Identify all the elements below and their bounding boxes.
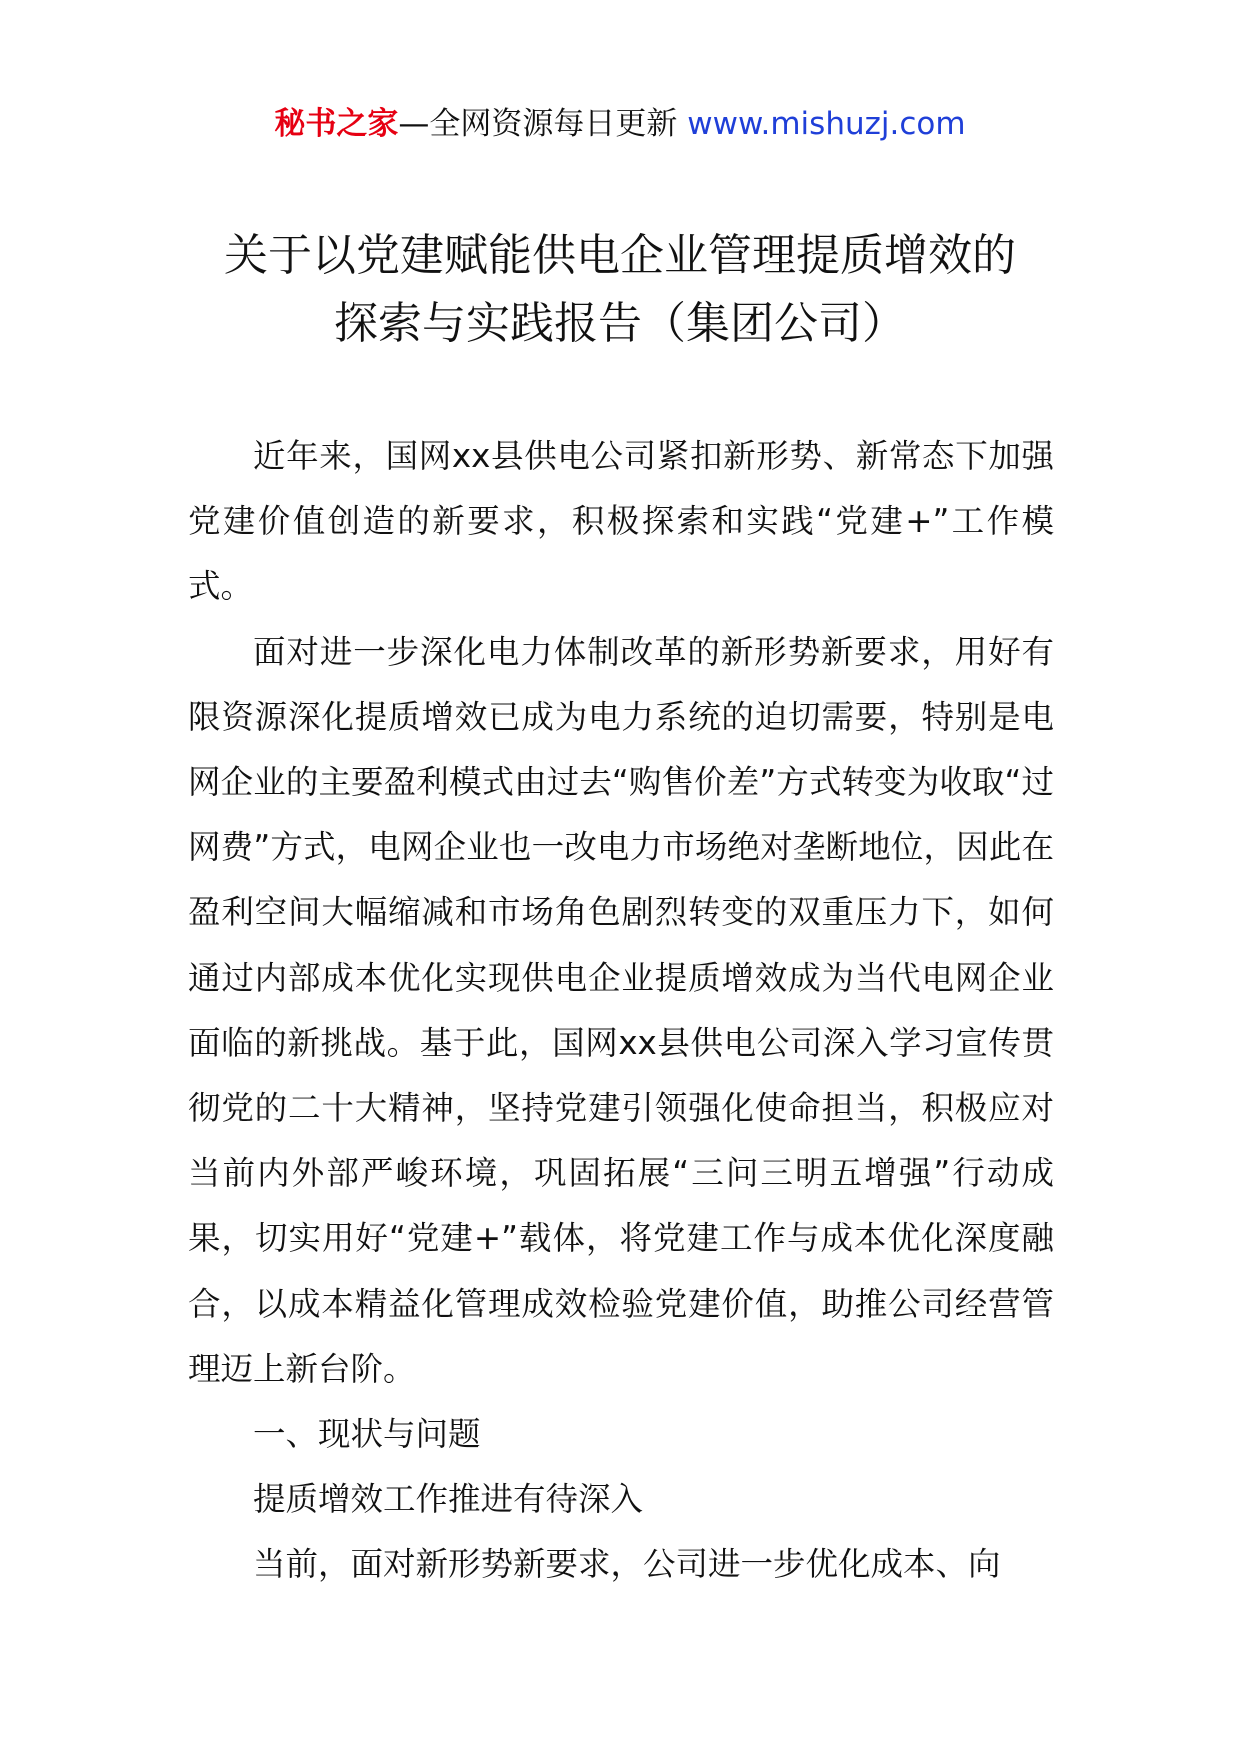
- brand-name: 秘书之家: [274, 106, 399, 142]
- site-url-link[interactable]: www.mishuzj.com: [687, 106, 966, 142]
- subsection-heading: 提质增效工作推进有待深入: [253, 1480, 644, 1519]
- document-body: [188, 424, 1054, 1598]
- header-tagline: —全网资源每日更新: [398, 106, 688, 142]
- site-header-banner: [0, 100, 1240, 148]
- paragraph-background: 面对进一步深化电力体制改革的新形势新要求，用好有限资源深化提质增效已成为电力系统的迫切需要，特别是电网企业的主要盈利模式由过去“购售价差”方式转变为收取“过网费”方式，电网企业也一改电力市场绝对垄断地位，因此在盈利空间大幅缩减和市场角色剧烈转变的双重压力下，如何通过内部成本优化实现供电企业提质增效成为当代电网企业面临的新挑战。基于此，国网xx县供电公司深入学习宣传贯彻党的二十大精神，坚持党建引领强化使命担当，积极应对当前内外部严峻环境，巩固拓展“三问三明五增强”行动成果，切实用好“党建+”载体，将党建工作与成本优化深度融合，以成本精益化管理成效检验党建价值，助推公司经营管理迈上新台阶。: [188, 632, 1054, 1388]
- section-heading: 一、现状与问题: [253, 1415, 481, 1454]
- paragraph-current-status: 当前，面对新形势新要求，公司进一步优化成本、向: [253, 1545, 1001, 1584]
- document-title: [160, 222, 1080, 358]
- document-title-line-1: 关于以党建赋能供电企业管理提质增效的: [224, 230, 1016, 281]
- paragraph-intro: 近年来，国网xx县供电公司紧扣新形势、新常态下加强党建价值创造的新要求，积极探索和实践“党建+”工作模式。: [188, 437, 1054, 606]
- document-title-line-2: 探索与实践报告（集团公司）: [334, 298, 906, 349]
